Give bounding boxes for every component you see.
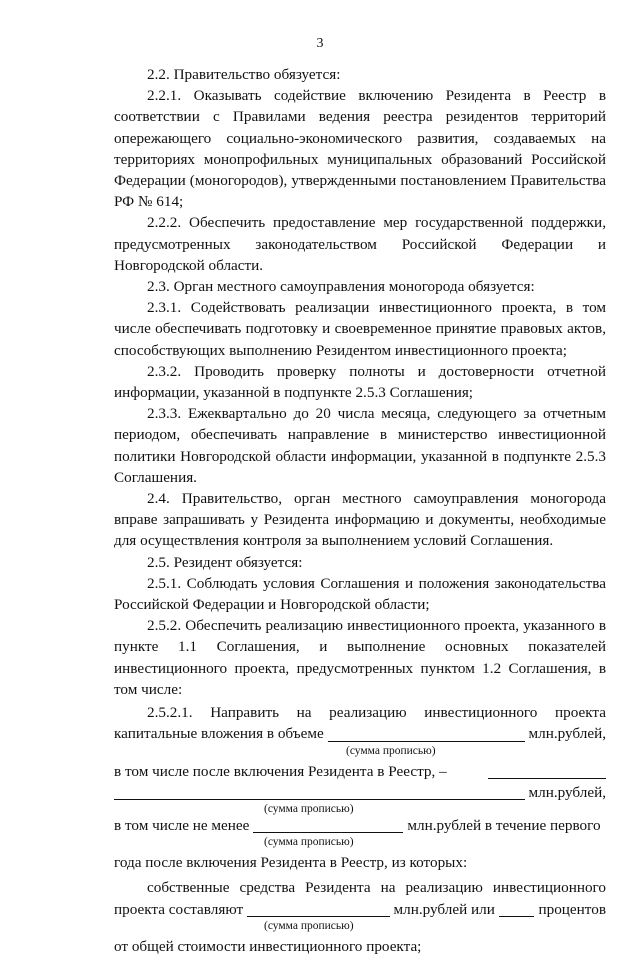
caption-row: [114, 803, 606, 815]
capital-investment-amount-blank[interactable]: [328, 726, 525, 742]
document-body: [114, 64, 606, 957]
paragraph-2-5-2-1: 2.5.2.1. Направить на реализацию инвестиционного проекта: [147, 704, 606, 722]
paragraph-2-2-2: 2.2.2. Обеспечить предоставление мер государственной поддержки, предусмотренных законодательством Российской Федерации и Новгородской области.: [114, 214, 606, 274]
caption-row: [114, 920, 606, 932]
paragraph-2-4: 2.4. Правительство, орган местного самоуправления моногорода вправе запрашивать у Резидента информацию и документы, необходимые для осуществления контроля за выполнением условий Соглашения.: [114, 490, 606, 550]
not-less-suffix: млн.рублей в течение первого: [407, 816, 601, 834]
paragraph-2-5: 2.5. Резидент обязуется:: [147, 553, 303, 571]
own-funds-line-2: [114, 899, 606, 920]
paragraph-2-5-1: 2.5.1. Соблюдать условия Соглашения и положения законодательства Российской Федерации и Новгородской области;: [114, 574, 606, 614]
not-less-line: [114, 815, 606, 836]
amount-in-words-caption: (сумма прописью): [264, 836, 354, 849]
paragraph-2-3-3: 2.3.3. Ежеквартально до 20 числа месяца, следующего за отчетным периодом, обеспечивать направление в министерство инвестиционной политики Новгородской области информации, указанной в подпункте 2.5.3 Соглашения.: [114, 405, 606, 486]
last-line: от общей стоимости инвестиционного проекта;: [114, 937, 422, 955]
not-less-label: в том числе не менее: [114, 816, 250, 834]
after-inclusion-label: в том числе после включения Резидента в Реестр, –: [114, 762, 447, 780]
caption-row: [114, 745, 606, 757]
paragraph-2-3: 2.3. Орган местного самоуправления моногорода обязуется:: [147, 278, 535, 296]
paragraph-2-5-2: 2.5.2. Обеспечить реализацию инвестиционного проекта, указанного в пункте 1.1 Соглашения, и выполнение основных показателей инвестиционного проекта, предусмотренных пунктом 1.2 Соглашения, в том числе:: [114, 617, 606, 698]
caption-row: [114, 836, 606, 848]
own-funds-line-1: собственные средства Резидента на реализацию инвестиционного: [147, 879, 606, 897]
capital-investment-label: капитальные вложения в объеме: [114, 725, 324, 743]
after-inclusion-unit: млн.рублей,: [528, 783, 606, 801]
amount-in-words-caption: (сумма прописью): [264, 919, 354, 932]
after-inclusion-line: [114, 761, 606, 782]
own-funds-suffix: процентов: [538, 900, 606, 918]
paragraph-2-3-2: 2.3.2. Проводить проверку полноты и достоверности отчетной информации, указанной в подпункте 2.5.3 Соглашения;: [114, 362, 606, 402]
paragraph-2-3-1: 2.3.1. Содействовать реализации инвестиционного проекта, в том числе обеспечивать подготовку и своевременное принятие правовых актов, способствующих выполнению Резидентом инвестиционного проекта;: [114, 299, 606, 359]
own-funds-amount-blank[interactable]: [247, 901, 389, 917]
after-inclusion-amount-blank-1[interactable]: [488, 763, 606, 779]
after-inclusion-amount-blank-2[interactable]: [114, 784, 525, 800]
page-number: 3: [316, 36, 324, 51]
paragraph-2-2-1: 2.2.1. Оказывать содействие включению Резидента в Реестр в соответствии с Правилами ведения реестра резидентов территорий опережающего социально-экономического развития, создаваемых на территориях монопрофильных муниципальных образований Российской Федерации (моногородов), утвержденными постановлением Правительства РФ № 614;: [114, 87, 606, 211]
paragraph-2-2: 2.2. Правительство обязуется:: [147, 66, 341, 83]
year-line: года после включения Резидента в Реестр, из которых:: [114, 854, 468, 872]
amount-in-words-caption: (сумма прописью): [264, 802, 354, 815]
own-funds-label: проекта составляют: [114, 900, 244, 918]
not-less-amount-blank[interactable]: [253, 817, 403, 833]
own-funds-percent-blank[interactable]: [499, 901, 535, 917]
own-funds-mid: млн.рублей или: [393, 900, 495, 918]
capital-investment-line: [114, 723, 606, 744]
capital-investment-unit: млн.рублей,: [528, 725, 606, 743]
amount-in-words-caption: (сумма прописью): [346, 744, 436, 757]
after-inclusion-line-2: [114, 782, 606, 803]
